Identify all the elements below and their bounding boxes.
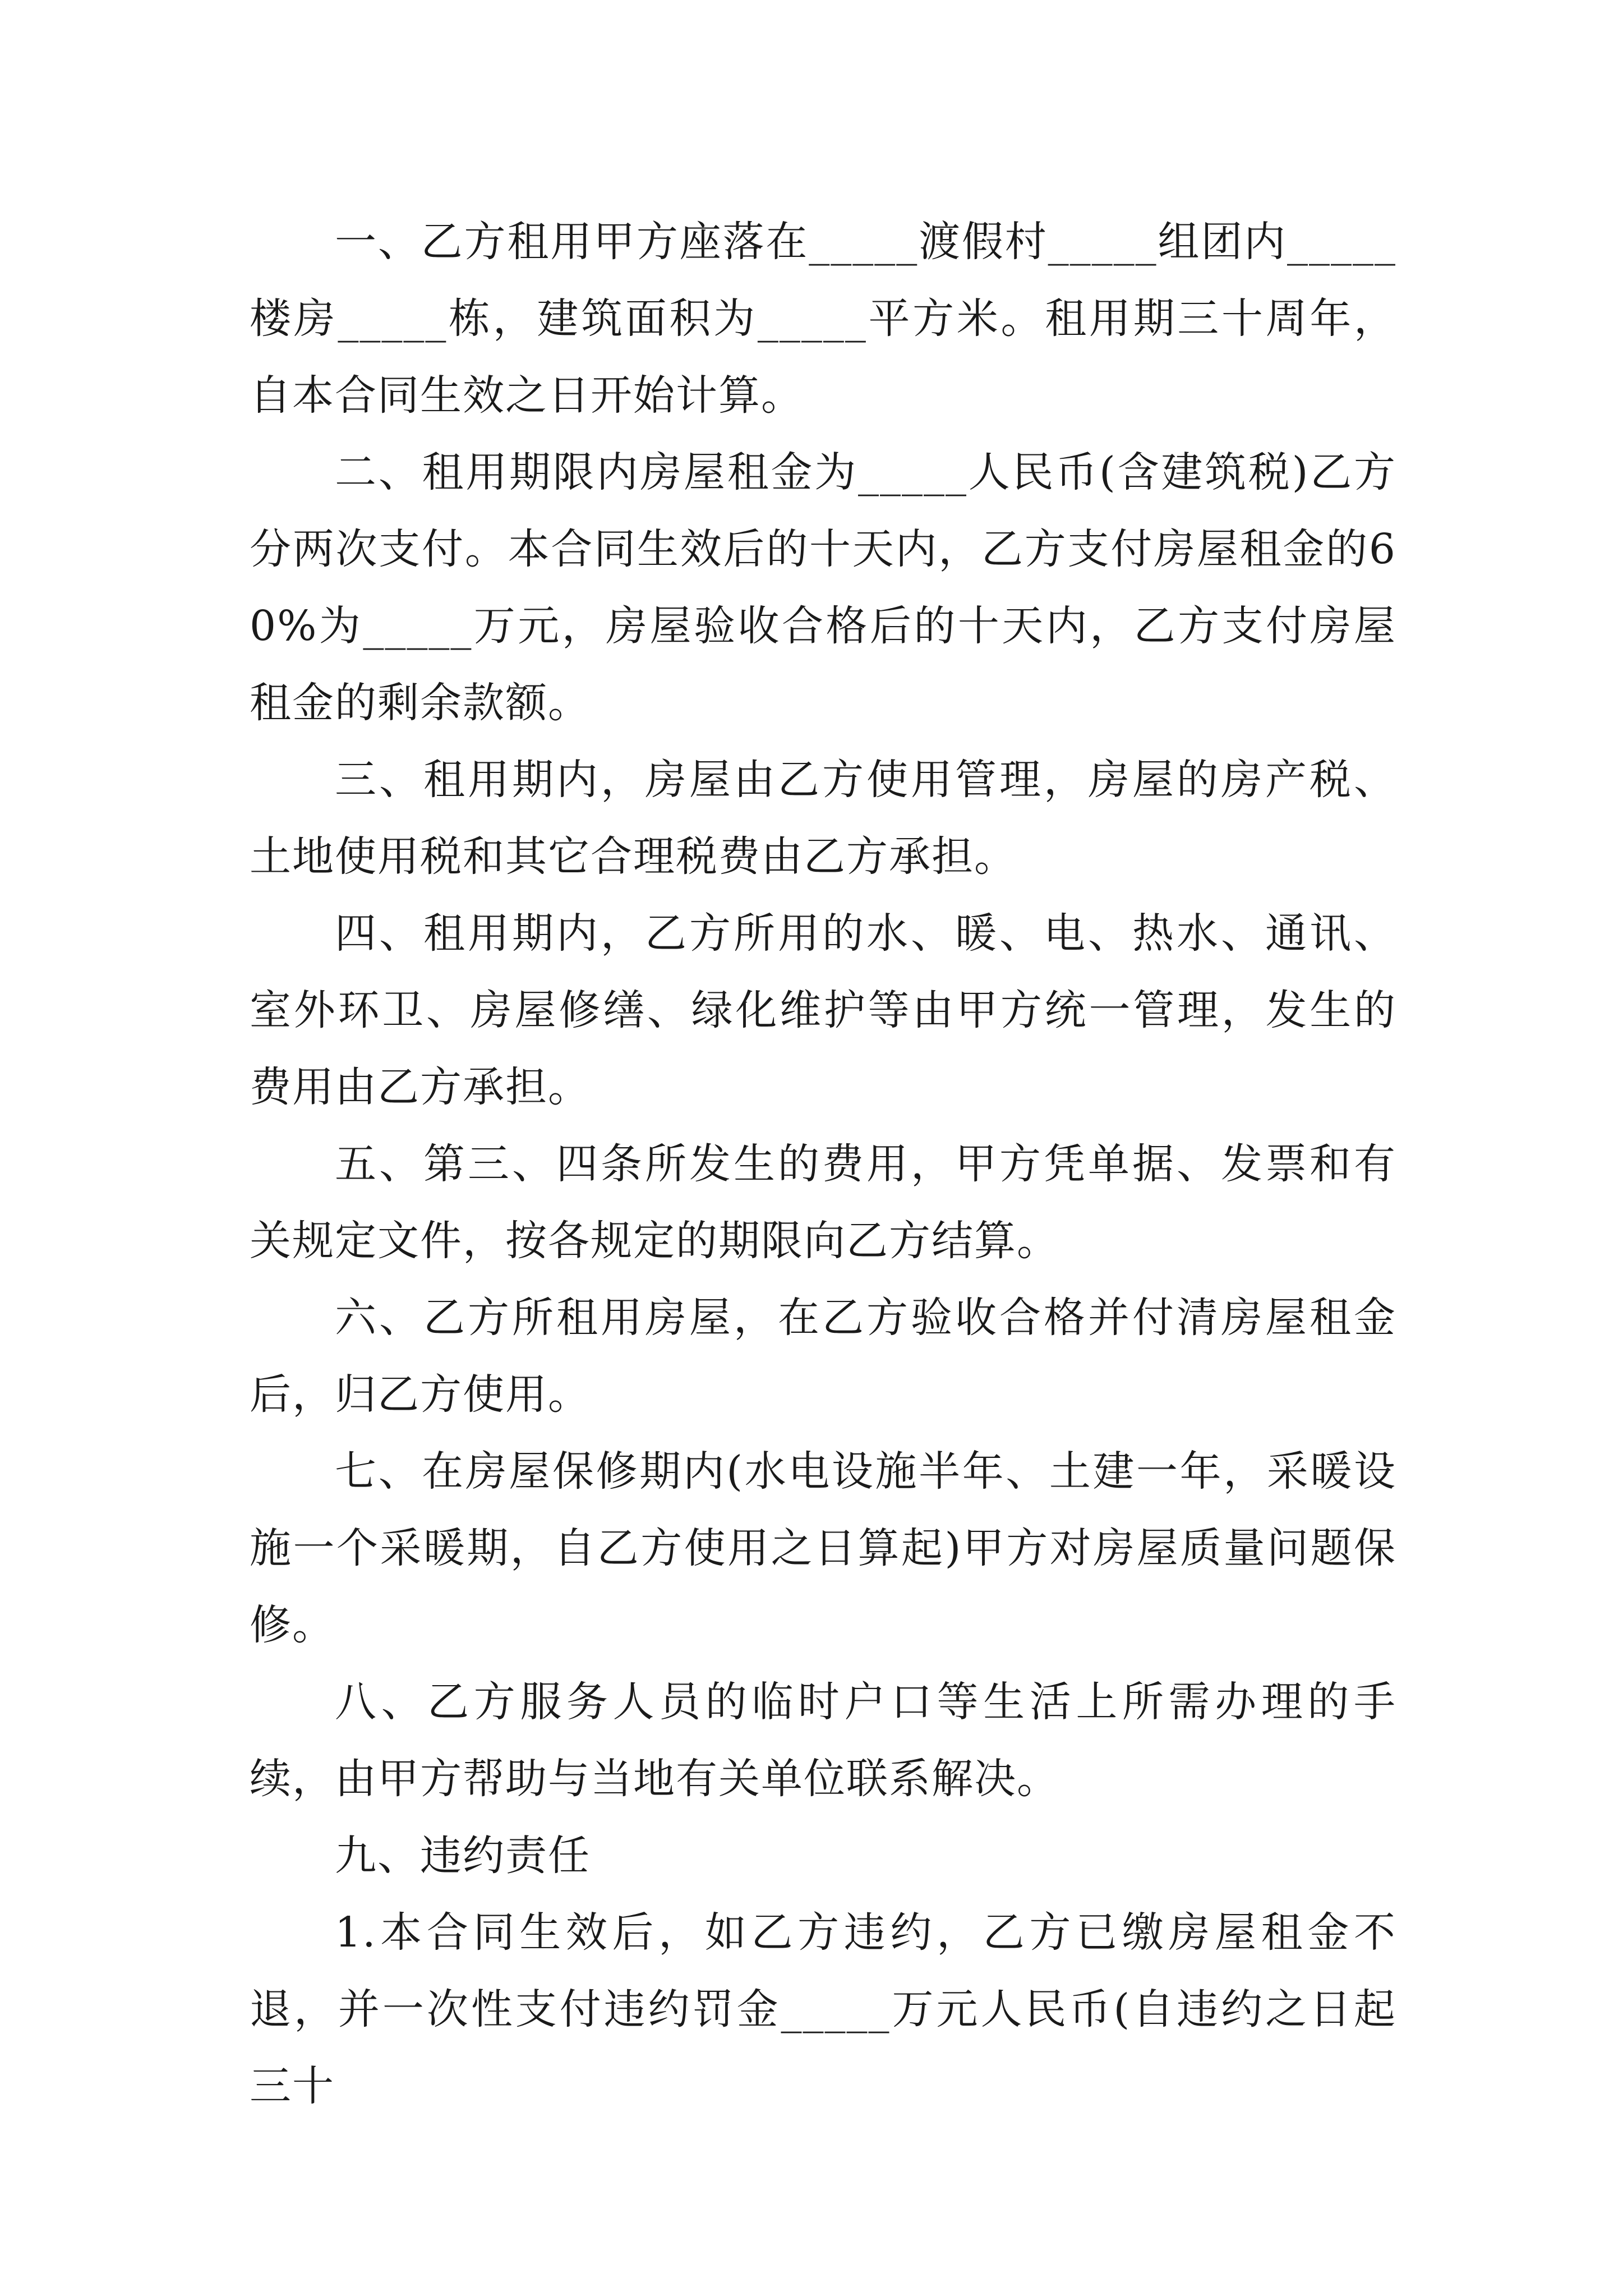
clause-1: 一、乙方租用甲方座落在_____渡假村_____组团内_____楼房_____栋，建筑面积为_____平方米。租用期三十周年，自本合同生效之日开始计算。 — [250, 218, 1396, 420]
clause-5: 五、第三、四条所发生的费用，甲方凭单据、发票和有关规定文件，按各规定的期限向乙方结算。 — [250, 1140, 1396, 1265]
clause-8: 八、乙方服务人员的临时户口等生活上所需办理的手续，由甲方帮助与当地有关单位联系解决。 — [250, 1678, 1396, 1803]
clause-4: 四、租用期内，乙方所用的水、暖、电、热水、通讯、室外环卫、房屋修缮、绿化维护等由甲方统一管理，发生的费用由乙方承担。 — [250, 909, 1396, 1111]
contract-body — [250, 204, 1396, 2125]
clause-3: 三、租用期内，房屋由乙方使用管理，房屋的房产税、土地使用税和其它合理税费由乙方承担。 — [250, 756, 1396, 881]
clause-6: 六、乙方所租用房屋，在乙方验收合格并付清房屋租金后，归乙方使用。 — [250, 1294, 1396, 1419]
clause-2: 二、租用期限内房屋租金为_____人民币(含建筑税)乙方分两次支付。本合同生效后的十天内，乙方支付房屋租金的60%为_____万元，房屋验收合格后的十天内，乙方支付房屋租金的剩余款额。 — [250, 448, 1396, 727]
clause-9-item-1: 1.本合同生效后，如乙方违约，乙方已缴房屋租金不退，并一次性支付违约罚金_____万元人民币(自违约之日起三十 — [250, 1908, 1396, 2110]
clause-9-heading: 九、违约责任 — [335, 1832, 591, 1880]
clause-7: 七、在房屋保修期内(水电设施半年、土建一年，采暖设施一个采暖期，自乙方使用之日算起)甲方对房屋质量问题保修。 — [250, 1447, 1396, 1649]
